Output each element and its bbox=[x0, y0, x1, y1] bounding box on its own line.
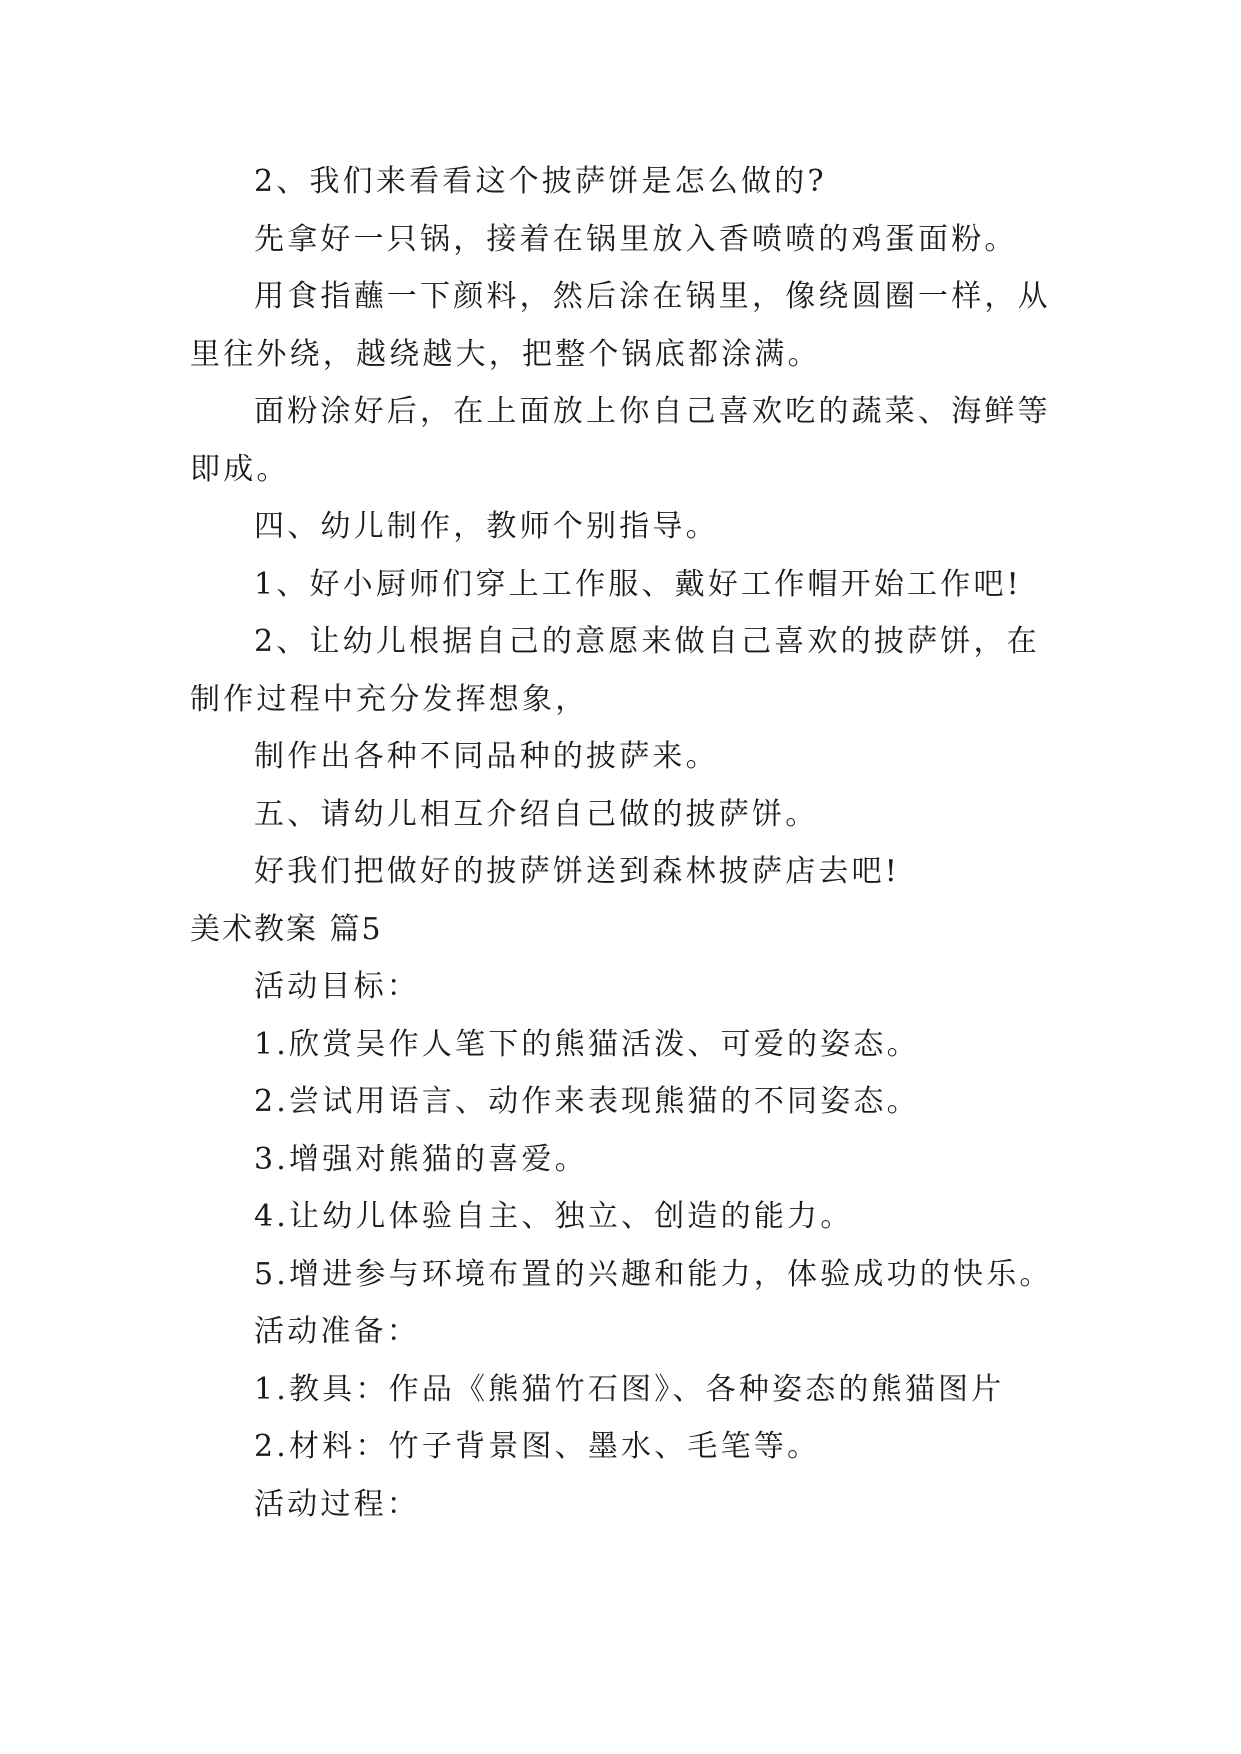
section-heading: 美术教案 篇5 bbox=[190, 912, 383, 947]
paragraph-line: 4.让幼儿体验自主、独立、创造的能力。 bbox=[254, 1199, 854, 1234]
paragraph-line: 四、幼儿制作，教师个别指导。 bbox=[254, 509, 719, 544]
paragraph-line: 1.欣赏吴作人笔下的熊猫活泼、可爱的姿态。 bbox=[254, 1027, 920, 1062]
paragraph-line: 里往外绕，越绕越大，把整个锅底都涂满。 bbox=[190, 337, 821, 372]
paragraph-line: 2.材料：竹子背景图、墨水、毛笔等。 bbox=[254, 1429, 821, 1464]
paragraph-line: 活动准备： bbox=[254, 1314, 420, 1349]
paragraph-line: 2、让幼儿根据自己的意愿来做自己喜欢的披萨饼，在 bbox=[254, 624, 1040, 659]
paragraph-line: 先拿好一只锅，接着在锅里放入香喷喷的鸡蛋面粉。 bbox=[254, 222, 1018, 257]
paragraph-line: 即成。 bbox=[190, 452, 290, 487]
paragraph-line: 3.增强对熊猫的喜爱。 bbox=[254, 1142, 588, 1177]
paragraph-line: 1、好小厨师们穿上工作服、戴好工作帽开始工作吧! bbox=[254, 567, 1022, 602]
paragraph-line: 5.增进参与环境布置的兴趣和能力，体验成功的快乐。 bbox=[254, 1257, 1053, 1292]
paragraph-line: 五、请幼儿相互介绍自己做的披萨饼。 bbox=[254, 797, 819, 832]
paragraph-line: 制作出各种不同品种的披萨来。 bbox=[254, 739, 719, 774]
paragraph-line: 1.教具：作品《熊猫竹石图》、各种姿态的熊猫图片 bbox=[254, 1372, 1005, 1407]
paragraph-line: 2.尝试用语言、动作来表现熊猫的不同姿态。 bbox=[254, 1084, 920, 1119]
paragraph-line: 好我们把做好的披萨饼送到森林披萨店去吧! bbox=[254, 854, 901, 889]
paragraph-line: 制作过程中充分发挥想象， bbox=[190, 682, 589, 717]
paragraph-line: 面粉涂好后，在上面放上你自己喜欢吃的蔬菜、海鲜等 bbox=[254, 394, 1051, 429]
paragraph-line: 2、我们来看看这个披萨饼是怎么做的? bbox=[254, 164, 827, 199]
paragraph-line: 活动目标： bbox=[254, 969, 420, 1004]
paragraph-line: 活动过程： bbox=[254, 1487, 420, 1522]
paragraph-line: 用食指蘸一下颜料，然后涂在锅里，像绕圆圈一样，从 bbox=[254, 279, 1051, 314]
